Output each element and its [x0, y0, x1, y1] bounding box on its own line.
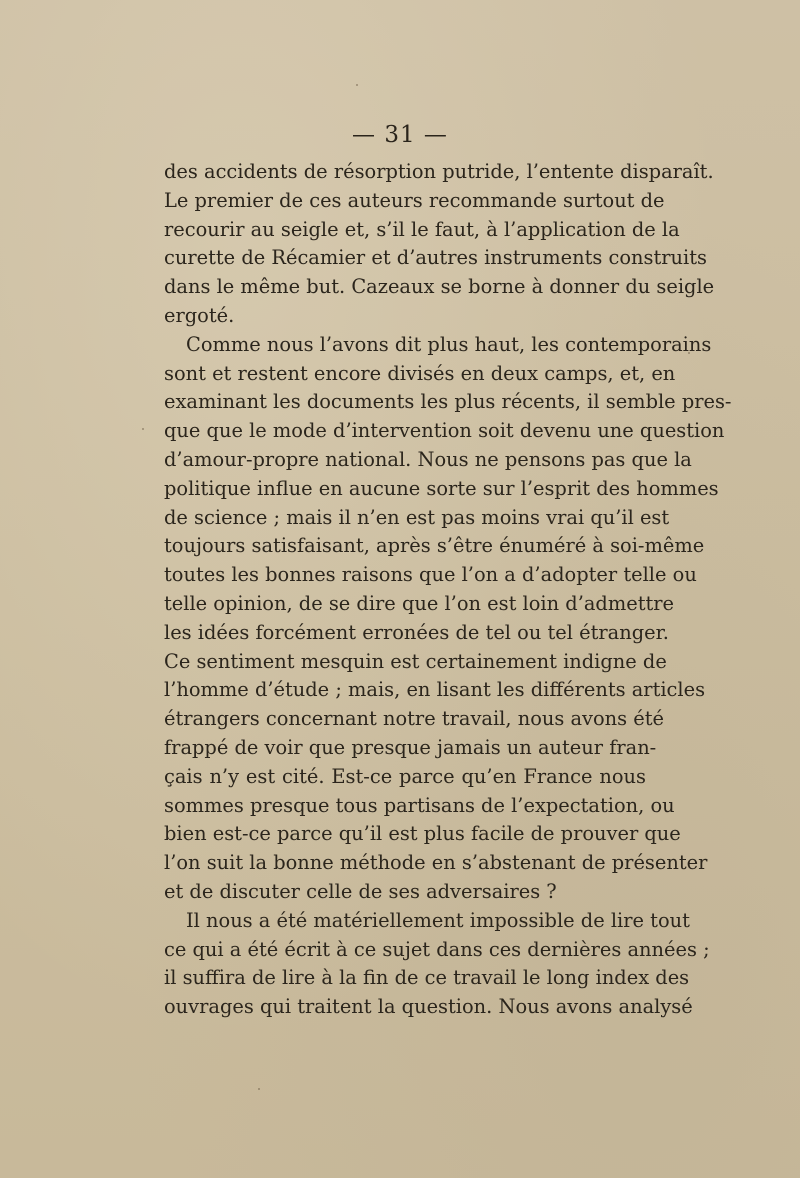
text-line: les idées forcément erronées de tel ou tel étranger. [164, 620, 669, 644]
paper-speck [356, 84, 358, 86]
text-line: ergoté. [164, 303, 235, 327]
text-line: politique influe en aucune sorte sur l’esprit des hommes [164, 476, 719, 500]
text-line: recourir au seigle et, s’il le faut, à l’application de la [164, 217, 680, 241]
text-line: ouvrages qui traitent la question. Nous avons analysé [164, 995, 693, 1019]
text-line: çais n’y est cité. Est-ce parce qu’en France nous [164, 764, 646, 788]
text-line: Le premier de ces auteurs recommande surtout de [164, 188, 665, 212]
text-line: Ce sentiment mesquin est certainement indigne de [164, 649, 667, 673]
text-line: curette de Récamier et d’autres instruments construits [164, 246, 707, 270]
page-number: — 31 — [352, 122, 448, 148]
text-line: sont et restent encore divisés en deux camps, et, en [164, 361, 676, 385]
text-line: l’homme d’étude ; mais, en lisant les différents articles [164, 678, 706, 702]
text-line: et de discuter celle de ses adversaires ? [164, 879, 557, 903]
text-line: étrangers concernant notre travail, nous avons été [164, 707, 665, 731]
text-line: toujours satisfaisant, après s’être énuméré à soi-même [164, 534, 705, 558]
text-line: dans le même but. Cazeaux se borne à donner du seigle [164, 275, 715, 299]
text-line: bien est-ce parce qu’il est plus facile de prouver que [164, 822, 681, 846]
text-line: des accidents de résorption putride, l’entente disparaît. [164, 160, 714, 183]
text-line: de science ; mais il n’en est pas moins vrai qu’il est [164, 505, 670, 529]
text-line: toutes les bonnes raisons que l’on a d’adopter telle ou [164, 563, 697, 587]
text-line: que que le mode d’intervention soit devenu une question [164, 419, 725, 443]
paper-speck [142, 428, 144, 430]
paper-speck [688, 352, 690, 354]
text-line: sommes presque tous partisans de l’expectation, ou [164, 793, 675, 817]
text-line: il suffira de lire à la fin de ce travail le long index des [164, 966, 690, 990]
text-line: l’on suit la bonne méthode en s’abstenant de présenter [164, 851, 708, 875]
text-line: Comme nous l’avons dit plus haut, les contemporains [186, 332, 712, 356]
text-line: Il nous a été matériellement impossible de lire tout [186, 908, 690, 932]
text-line: ce qui a été écrit à ce sujet dans ces dernières années ; [164, 937, 710, 961]
body-text [164, 158, 732, 1022]
text-line: telle opinion, de se dire que l’on est loin d’admettre [164, 591, 675, 615]
paper-speck [258, 1088, 260, 1090]
text-line: frappé de voir que presque jamais un auteur fran- [164, 735, 657, 759]
text-line: examinant les documents les plus récents, il semble pres- [164, 390, 732, 414]
text-line: d’amour-propre national. Nous ne pensons pas que la [164, 447, 692, 471]
